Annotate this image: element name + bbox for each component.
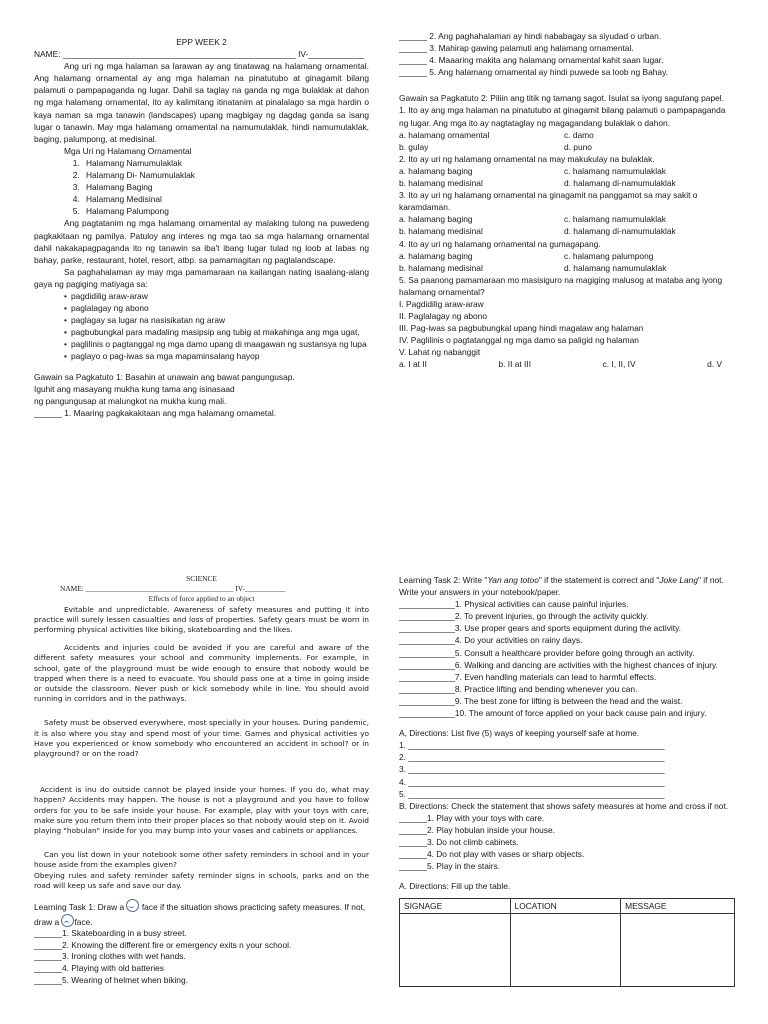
signage-table xyxy=(399,898,735,987)
science-subtitle: Effects of force applied to an object xyxy=(148,594,255,604)
science-p3: Safety must be observed everywhere, most specially in your houses. During pandemic, it is also where you stay and spend most of your time. Games and physical activities yo Have you experienced or know somebody who encountered an accident in school? or in playground? or on the road? xyxy=(34,718,369,759)
lt2-item: ____________10. The amount of force applied on your back cause pain and injury. xyxy=(399,708,707,719)
option: IV. Paglilinis o pagtatanggal ng mga damo sa paligid ng halaman xyxy=(399,335,639,346)
list-item: • pagdidilig araw-araw xyxy=(64,290,369,302)
lt1-item: ______5. Wearing of helmet when biking. xyxy=(34,974,188,985)
question: 3. Ito ay uri ng halamang ornamental na ginagamit na panggamot sa may sakit o karamdaman. xyxy=(399,190,698,213)
answer-line: 1. _______________________________________________________ xyxy=(399,740,665,751)
list-item: 3. Halamang Baging xyxy=(82,181,369,193)
science-p2: Accidents and injuries could be avoided if you are careful and aware of the different safety measures your school and community implements. For example, in school, gate of the playground must be wide enough to ensure that nobody would be trapped when there is a need to evacuate. You should pass one at a time in going inside or outside the classroom. Never push or kick somebody while in line. You should avoid running in corridors and in the pathways. xyxy=(34,643,369,704)
choice: b. halamang medisinal xyxy=(399,226,483,237)
table-cell[interactable] xyxy=(400,914,511,987)
epp-intro: Ang uri ng mga halaman sa larawan ay ang tinatawag na halamang ornamental. Ang halamang ornamental ay ang mga halaman na pinatutubo at ginagamit bilang palamuti o pampapaganda ng lugar. Dahil sa taglay na ganda ng mga bulaklak at dahon ng mga halamang ornamental, ito ay kalimitang itinatanim at pinalalago sa mga hardin o kaya naman sa mga tanawin (landscapes) upang magbigay ng dagdag ganda sa isang lugar o tanawin. May mga halamang ornamental na namumulaklak, hindi namumulaklak, baging, palumpong, at medisinal. xyxy=(34,61,369,144)
directions-a-table: A. Directions: Fill up the table. xyxy=(399,881,511,892)
science-page xyxy=(34,574,369,986)
lt2-item: ____________3. Use proper gears and sports equipment during the activity. xyxy=(399,623,681,634)
dirb-item: ______1. Play with your toys with care. xyxy=(399,812,545,823)
lt2-title: Learning Task 2: Write "Yan ang totoo" if the statement is correct and "Joke Lang" if not. Write your answers in your notebook/paper. xyxy=(399,575,724,598)
option: I. Pagdidilig araw-araw xyxy=(399,298,484,309)
science-header: SCIENCE xyxy=(186,574,217,583)
epp-task1-instr1: Iguhit ang masayang mukha kung tama ang isinasaad xyxy=(34,383,235,394)
lt1-suffix: face. xyxy=(74,916,93,927)
science-p6: Obeying rules and safety reminder safety reminder signs in schools, parks and on the road will keep us safe and save our day. xyxy=(34,870,369,890)
list-item: 5. Halamang Palumpong xyxy=(82,205,369,217)
option: II. Paglalagay ng abono xyxy=(399,311,488,322)
choice: a. halamang baging xyxy=(399,165,473,176)
choice: c. halamang palumpong xyxy=(564,250,654,261)
table-cell[interactable] xyxy=(621,914,735,987)
choice: a. I at II xyxy=(399,359,427,370)
choice: c. halamang namumulaklak xyxy=(564,165,666,176)
science-p1: Evitable and unpredictable. Awareness of safety measures and putting it into practice will surely lessen casualties and loss of properties. Safety gears must be worn in performing physical activities like biking, skateboarding and the likes. xyxy=(34,604,369,635)
science-p4: Accident is inu do outside cannot be played inside your homes. If you do, what may happen? Accidents may happen. The house is not a playground and you have to follow orders for you to be safe inside your house. For example, play with your toys with care, make sure you return them into their proper places so that nobody would step on it. Avoid playing "hobulan" inside for you may bump into your vases and cabinets or appliances. xyxy=(34,785,369,836)
science-p5: Can you list down in your notebook some other safety reminders in school and in your house aside from the examples given? xyxy=(34,850,369,870)
answer-line: 4. _______________________________________________________ xyxy=(399,776,665,787)
dirb-item: ______4. Do not play with vases or sharp objects. xyxy=(399,849,585,860)
choice: d. halamang di-namumulaklak xyxy=(564,178,676,189)
choice: b. halamang medisinal xyxy=(399,262,483,273)
epp-task2-title: Gawain sa Pagkatuto 2: Piliin ang titik ng tamang sagot. Isulat sa iyong sagutang papel. xyxy=(399,93,724,104)
epp-header: EPP WEEK 2 xyxy=(176,37,227,47)
dirb-item: ______5. Play in the stairs. xyxy=(399,861,501,872)
epp-types-title: Mga Uri ng Halamang Ornamental xyxy=(64,145,192,156)
lt2-item: ____________6. Walking and dancing are activities with the highest chances of injury. xyxy=(399,659,718,670)
list-item: • paglayo o pag-iwas sa mga mapaminsalang hayop xyxy=(64,350,369,362)
choice: b. gulay xyxy=(399,141,429,152)
epp-page-continued xyxy=(399,30,734,371)
choice: c. I, II, IV xyxy=(602,359,636,370)
choice: a. halamang baging xyxy=(399,250,473,261)
epp-types-list xyxy=(34,157,369,217)
epp-task1-title: Gawain sa Pagkatuto 1: Basahin at unawain ang bawat pangungusap. xyxy=(34,371,295,382)
learning-task-1 xyxy=(34,899,369,986)
choice: b. II at III xyxy=(498,359,532,370)
choice: d. puno xyxy=(564,141,592,152)
list-item: 2. Halamang Di- Namumulaklak xyxy=(82,169,369,181)
lt1-item: ______4. Playing with old batteries xyxy=(34,963,164,974)
epp-task1-item: ______ 2. Ang paghahalaman ay hindi nababagay sa siyudad o urban. xyxy=(399,31,662,41)
list-item: 1. Halamang Namumulaklak xyxy=(82,157,369,169)
question: 4. Ito ay uri ng halamang ornamental na gumagapang. xyxy=(399,238,601,249)
epp-task1-instr2: ng pangungusap at malungkot na mukha kung mali. xyxy=(34,395,227,406)
epp-para3: Sa paghahalaman ay may mga pamamaraan na kailangan nating isaalang-alang gaya ng pagiging matiyaga sa: xyxy=(34,266,369,289)
table-header: SIGNAGE xyxy=(400,899,511,914)
epp-name-line: NAME: __________________________________________________ IV-____________ xyxy=(34,49,365,60)
lt1-prefix: Learning Task 1: Draw a xyxy=(34,902,125,913)
lt1-item: ______2. Knowing the different fire or emergency exits n your school. xyxy=(34,939,292,950)
list-item: • pagbubungkal para madaling masipsip ang tubig at makahinga ang mga ugat, xyxy=(64,326,369,338)
epp-task1-item: ______ 1. Maaring pagkakakitaan ang mga halamang ornametal. xyxy=(34,407,277,418)
lt2-true-label: Yan ang totoo xyxy=(487,575,539,585)
question: 1. Ito ay ang mga halaman na pinatutubo at ginagamit bilang palamuti o pampapaganda ng lugar. Ang mga ito ay nagtataglay ng magagandang bulaklak o dahon. xyxy=(399,105,726,128)
choice: b. halamang medisinal xyxy=(399,178,483,189)
question: 5. Sa paanong pamamaraan mo masisiguro na magiging malusog at mataba ang iyong halamang ornamental? xyxy=(399,274,723,297)
epp-bullets xyxy=(34,290,369,363)
lt2-item: ____________9. The best zone for lifting is between the head and the waist. xyxy=(399,695,683,706)
list-item: • paglagay sa lugar na nasisikatan ng araw xyxy=(64,314,369,326)
choice: d. halamang namumulaklak xyxy=(564,262,667,273)
lt2-item: ____________5. Consult a healthcare provider before going through an activity. xyxy=(399,647,695,658)
choice: a. halamang baging xyxy=(399,214,473,225)
choice: d. V xyxy=(707,359,722,370)
list-item: • paglilinis o pagtanggal ng mga damo upang di maagawan ng sustansya ng lupa xyxy=(64,338,369,350)
option: V. Lahat ng nabanggit xyxy=(399,347,481,358)
lt1-mid: face if the situation shows practicing safety measures. If not, draw a xyxy=(34,902,366,927)
table-cell[interactable] xyxy=(510,914,621,987)
question: 2. Ito ay uri ng halamang ornamental na may makukulay na bulaklak. xyxy=(399,153,655,164)
directions-a-list: A, Directions: List five (5) ways of keeping yourself safe at home. xyxy=(399,728,640,739)
directions-b: B. Directions: Check the statement that shows safety measures at home and cross if not. xyxy=(399,800,729,811)
lt2-item: ____________1. Physical activities can cause painful injuries. xyxy=(399,599,629,610)
lt2-item: ____________8. Practice lifting and bending whenever you can. xyxy=(399,683,638,694)
sad-face-icon xyxy=(61,914,74,927)
lt2-false-label: Joke Lang xyxy=(659,575,698,585)
option: III. Pag-iwas sa pagbubungkal upang hindi magalaw ang halaman xyxy=(399,323,644,334)
choice: a. halamang ornamental xyxy=(399,129,490,140)
epp-task1-item: ______ 3. Mahirap gawing palamuti ang halamang ornamental. xyxy=(399,43,634,54)
table-header: LOCATION xyxy=(510,899,621,914)
epp-para2: Ang pagtatanim ng mga halamang ornamental ay malaking tulong na puwedeng pagkakitaan ng pamilya. Patuloy ang interes ng mga tao sa mga halamang ornamental dahil nakakapagpaganda ito ng tanawin sa iba't ibang lugar tulad ng loob at labas ng bahay, parke, restaurant, hotel, resort, atbp. sa pamamagitan ng paglalandscape. xyxy=(34,218,369,265)
epp-task1-item: ______ 5. Ang halamang ornamental ay hindi puwede sa loob ng Bahay. xyxy=(399,67,668,78)
list-item: 4. Halamang Medisinal xyxy=(82,193,369,205)
science-name-line: NAME: ________________________________________ IV-___________ xyxy=(60,584,286,594)
lt2-item: ____________4. Do your activities on rainy days. xyxy=(399,635,583,646)
choice: d. halamang di-namumulaklak xyxy=(564,226,676,237)
dirb-item: ______2. Play hobulan inside your house. xyxy=(399,824,555,835)
science-page-continued xyxy=(399,574,739,987)
answer-line: 2. _______________________________________________________ xyxy=(399,752,665,763)
epp-task1-item: ______ 4. Maaaring makita ang halamang ornamental kahit saan lugar. xyxy=(399,55,664,66)
lt2-item: ____________7. Even handling materials can lead to harmful effects. xyxy=(399,671,657,682)
lt2-item: ____________2. To prevent injuries, go through the activity quickly. xyxy=(399,611,649,622)
choice: c. halamang namumulaklak xyxy=(564,214,666,225)
list-item: • paglalagay ng abono xyxy=(64,302,369,314)
lt1-item: ______3. Ironing clothes with wet hands. xyxy=(34,951,186,962)
choice: c. damo xyxy=(564,129,594,140)
epp-page xyxy=(34,36,369,419)
smiley-face-icon xyxy=(126,899,139,912)
lt1-item: ______1. Skateboarding in a busy street. xyxy=(34,928,187,939)
answer-line: 3. _______________________________________________________ xyxy=(399,764,665,775)
table-header: MESSAGE xyxy=(621,899,735,914)
dirb-item: ______3. Do not climb cabinets. xyxy=(399,836,519,847)
answer-line: 5. _______________________________________________________ xyxy=(399,788,665,799)
